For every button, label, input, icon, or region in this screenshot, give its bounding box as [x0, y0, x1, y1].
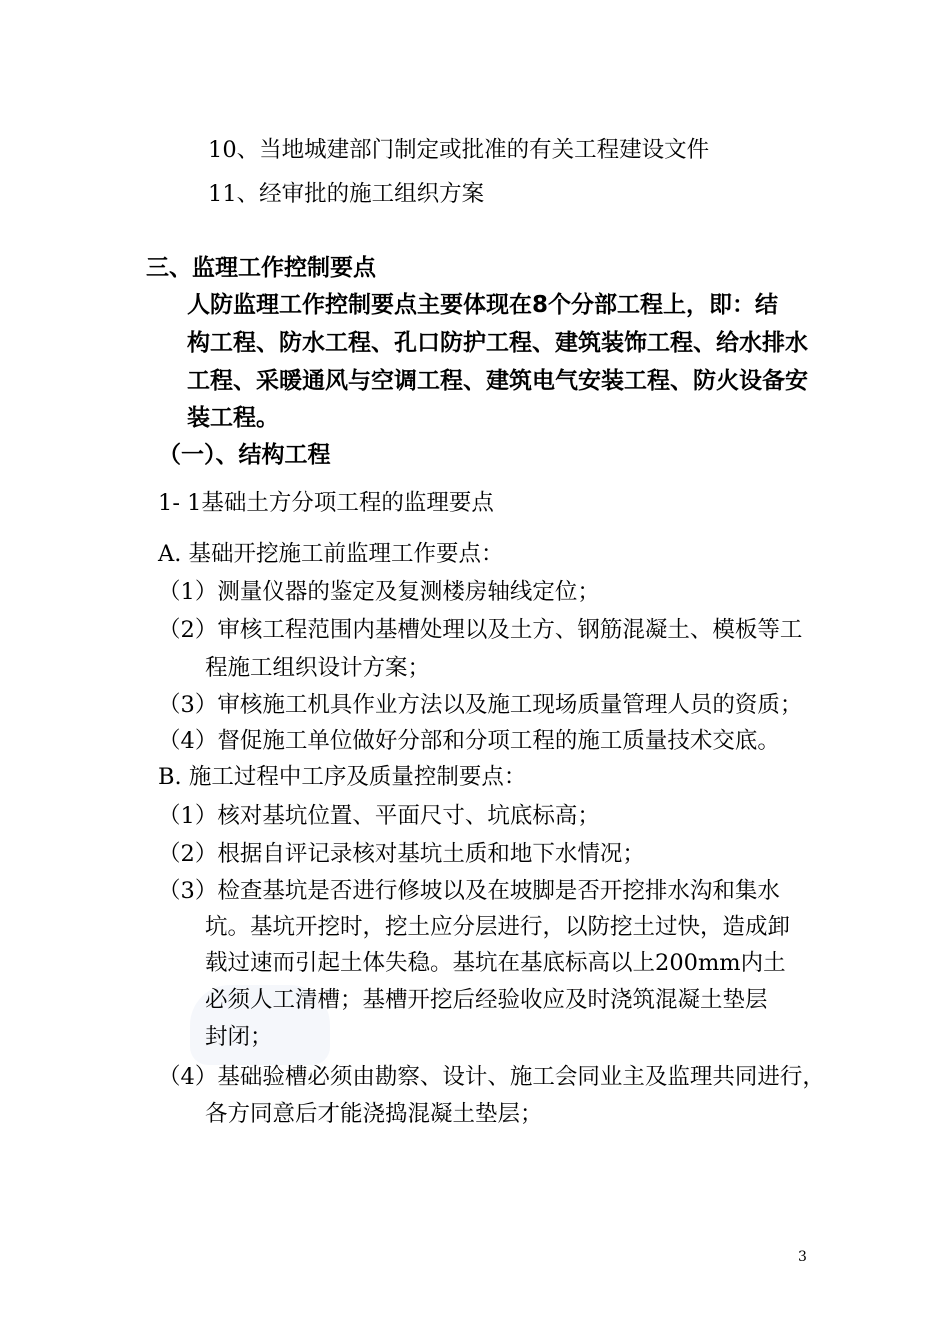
list-item: （1）测量仪器的鉴定及复测楼房轴线定位；: [158, 579, 600, 605]
subsection-heading: （一）、结构工程: [158, 442, 331, 468]
section-heading: 三、监理工作控制要点: [146, 255, 376, 281]
list-item: （3）检查基坑是否进行修坡以及在坡脚是否开挖排水沟和集水: [158, 878, 780, 904]
list-item: （4）基础验槽必须由勘察、设计、施工会同业主及监理共同进行，: [158, 1064, 825, 1090]
list-item-continuation: 程施工组织设计方案；: [205, 655, 431, 681]
list-item-continuation: 必须人工清槽；基槽开挖后经验收应及时浇筑混凝土垫层: [205, 987, 768, 1013]
list-item-continuation: 坑。基坑开挖时，挖土应分层进行，以防挖土过快，造成卸: [205, 914, 791, 940]
list-item: （2）根据自评记录核对基坑土质和地下水情况；: [158, 841, 645, 867]
list-item: 10、当地城建部门制定或批准的有关工程建设文件: [208, 137, 710, 163]
list-item-continuation: 各方同意后才能浇捣混凝土垫层；: [205, 1101, 543, 1127]
item-heading: B. 施工过程中工序及质量控制要点：: [158, 764, 527, 790]
list-item: （4）督促施工单位做好分部和分项工程的施工质量技术交底。: [158, 728, 780, 754]
paragraph-line: 构工程、防水工程、孔口防护工程、建筑装饰工程、给水排水: [187, 330, 808, 356]
paragraph-line: 装工程。: [187, 405, 279, 431]
item-heading: 1- 1基础土方分项工程的监理要点: [158, 490, 494, 516]
list-item-continuation: 封闭；: [205, 1024, 273, 1050]
page-number: 3: [798, 1249, 807, 1265]
paragraph-line: 人防监理工作控制要点主要体现在8个分部工程上，即：结: [187, 292, 779, 318]
list-item: （1）核对基坑位置、平面尺寸、坑底标高；: [158, 803, 600, 829]
list-item: （2）审核工程范围内基槽处理以及土方、钢筋混凝土、模板等工: [158, 617, 803, 643]
paragraph-line: 工程、采暖通风与空调工程、建筑电气安装工程、防火设备安: [187, 368, 808, 394]
list-item-continuation: 载过速而引起土体失稳。基坑在基底标高以上200mm内土: [205, 950, 786, 976]
list-item: （3）审核施工机具作业方法以及施工现场质量管理人员的资质；: [158, 692, 803, 718]
list-item: 11、经审批的施工组织方案: [208, 181, 485, 207]
item-heading: A. 基础开挖施工前监理工作要点：: [158, 541, 504, 567]
